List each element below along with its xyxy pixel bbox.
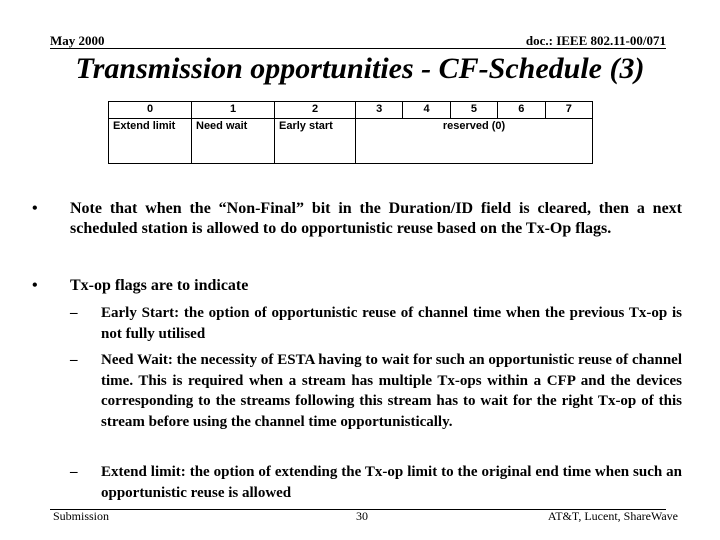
tx-op-flags-table <box>108 101 593 164</box>
bit-numbers-row <box>109 102 593 119</box>
bit-3: 3 <box>356 102 403 119</box>
field-reserved: reserved (0) <box>356 119 593 164</box>
dash-marker: – <box>70 352 78 368</box>
bullet-marker: • <box>32 277 38 294</box>
sub-bullet-text: Need Wait: the necessity of ESTA having to wait for such an opportunistic reuse of channel time. This is required when a stream has multiple Tx-ops within a CFP and the devices corresponding to the streams following this stream has to wait for the right Tx-op of this stream before using the channel time opportunistically. <box>101 352 682 430</box>
sub-bullet-item <box>70 350 682 432</box>
bullet-text: Tx-op flags are to indicate <box>70 277 249 294</box>
sub-bullet-item <box>70 462 682 503</box>
header-doc-id: doc.: IEEE 802.11-00/071 <box>525 33 666 48</box>
bit-7: 7 <box>545 102 592 119</box>
bit-2: 2 <box>275 102 356 119</box>
footer-authors: AT&T, Lucent, ShareWave <box>547 509 678 523</box>
footer-submission: Submission <box>53 509 110 523</box>
bit-6: 6 <box>498 102 545 119</box>
sub-bullet-text: Early Start: the option of opportunistic reuse of channel time when the previous Tx-op is not fully utilised <box>101 305 682 342</box>
bit-0: 0 <box>109 102 192 119</box>
sub-bullet-text: Extend limit: the option of extending the Tx-op limit to the original end time when such an opportunistic reuse is allowed <box>101 464 682 501</box>
header-rule <box>50 48 666 49</box>
page-number: 30 <box>356 509 368 523</box>
bullet-item <box>32 199 682 239</box>
field-names-row <box>109 119 593 164</box>
header-date: May 2000 <box>50 33 105 48</box>
dash-marker: – <box>70 305 78 321</box>
bit-4: 4 <box>403 102 450 119</box>
field-extend-limit: Extend limit <box>109 119 192 164</box>
bullet-marker: • <box>32 200 38 217</box>
dash-marker: – <box>70 464 78 480</box>
bit-1: 1 <box>192 102 275 119</box>
sub-bullet-item <box>70 303 682 344</box>
slide-title: Transmission opportunities - CF-Schedule (3) <box>75 52 645 85</box>
field-need-wait: Need wait <box>192 119 275 164</box>
bullet-item <box>32 276 682 296</box>
field-early-start: Early start <box>275 119 356 164</box>
bit-5: 5 <box>450 102 497 119</box>
bullet-text: Note that when the “Non-Final” bit in the Duration/ID field is cleared, then a next scheduled station is allowed to do opportunistic reuse based on the Tx-Op flags. <box>70 200 682 237</box>
